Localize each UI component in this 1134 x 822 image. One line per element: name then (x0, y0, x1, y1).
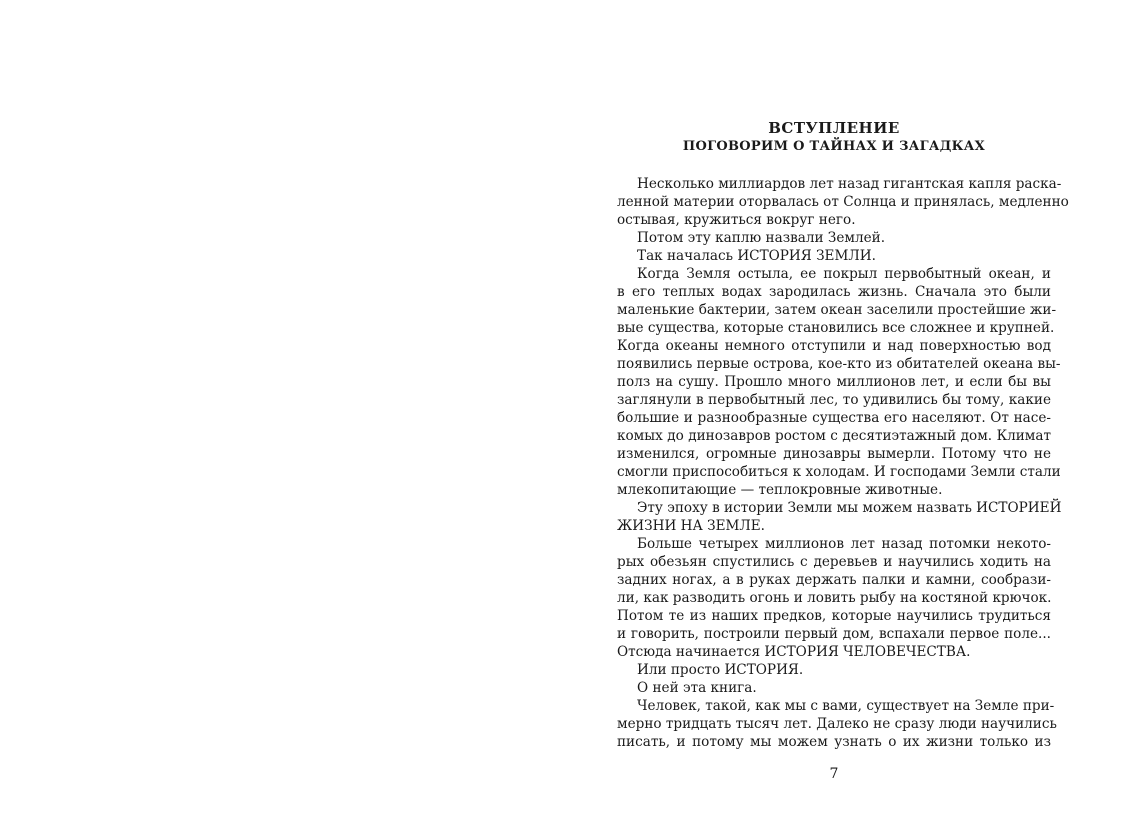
chapter-title: ВСТУПЛЕНИЕ (768, 119, 900, 137)
text-line: ленной материи оторвалась от Солнца и принялась, медленно (617, 194, 1069, 210)
text-line: маленькие бактерии, затем океан заселили простейшие жи- (617, 302, 1057, 318)
text-line: большие и разнообразные существа его населяют. От насе- (617, 410, 1051, 426)
text-line: заглянули в первобытный лес, то удивились бы тому, какие (617, 392, 1051, 408)
text-line: Больше четырех миллионов лет назад потомки некото- (637, 536, 1051, 552)
text-line: Или просто ИСТОРИЯ. (637, 662, 804, 678)
text-line: О ней эта книга. (637, 680, 757, 696)
text-line: Когда океаны немного отступили и над поверхностью вод (617, 338, 1051, 354)
text-line: смогли приспособиться к холодам. И господами Земли стали (617, 464, 1061, 480)
text-line: Потом эту каплю назвали Землей. (637, 230, 886, 246)
text-line: вые существа, которые становились все сложнее и крупней. (617, 320, 1055, 336)
text-line: ли, как разводить огонь и ловить рыбу на костяной крючок. (617, 590, 1052, 606)
page-number: 7 (829, 766, 839, 782)
text-line: писать, и потому мы можем узнать о их жизни только из (617, 734, 1051, 750)
text-line: изменился, огромные динозавры вымерли. Потому что не (617, 446, 1051, 462)
text-line: Потом те из наших предков, которые научились трудиться (617, 608, 1051, 624)
text-line: рых обезьян спустились с деревьев и научились ходить на (617, 554, 1051, 570)
text-line: мерно тридцать тысяч лет. Далеко не сразу люди научились (617, 716, 1057, 732)
text-line: Отсюда начинается ИСТОРИЯ ЧЕЛОВЕЧЕСТВА. (617, 644, 971, 660)
text-line: комых до динозавров ростом с десятиэтажный дом. Климат (617, 428, 1051, 444)
text-line: Эту эпоху в истории Земли мы можем назвать ИСТОРИЕЙ (637, 500, 1062, 516)
text-line: ЖИЗНИ НА ЗЕМЛЕ. (617, 518, 765, 534)
text-line: Человек, такой, как мы с вами, существует на Земле при- (637, 698, 1055, 714)
text-line: и говорить, построили первый дом, вспахали первое поле... (617, 626, 1051, 642)
text-line: полз на сушу. Прошло много миллионов лет, и если бы вы (617, 374, 1051, 390)
text-line: в его теплых водах зародилась жизнь. Сначала это были (617, 284, 1051, 300)
text-line: остывая, кружиться вокруг него. (617, 212, 856, 228)
text-line: Так началась ИСТОРИЯ ЗЕМЛИ. (637, 248, 876, 264)
text-line: млекопитающие — теплокровные животные. (617, 482, 943, 498)
text-line: появились первые острова, кое-кто из обитателей океана вы- (617, 356, 1061, 372)
chapter-subtitle: ПОГОВОРИМ О ТАЙНАХ И ЗАГАДКАХ (682, 139, 986, 154)
text-line: Когда Земля остыла, ее покрыл первобытный океан, и (637, 266, 1051, 282)
text-line: Несколько миллиардов лет назад гигантская капля раска- (637, 176, 1062, 192)
text-line: задних ногах, а в руках держать палки и камни, сообрази- (617, 572, 1051, 588)
